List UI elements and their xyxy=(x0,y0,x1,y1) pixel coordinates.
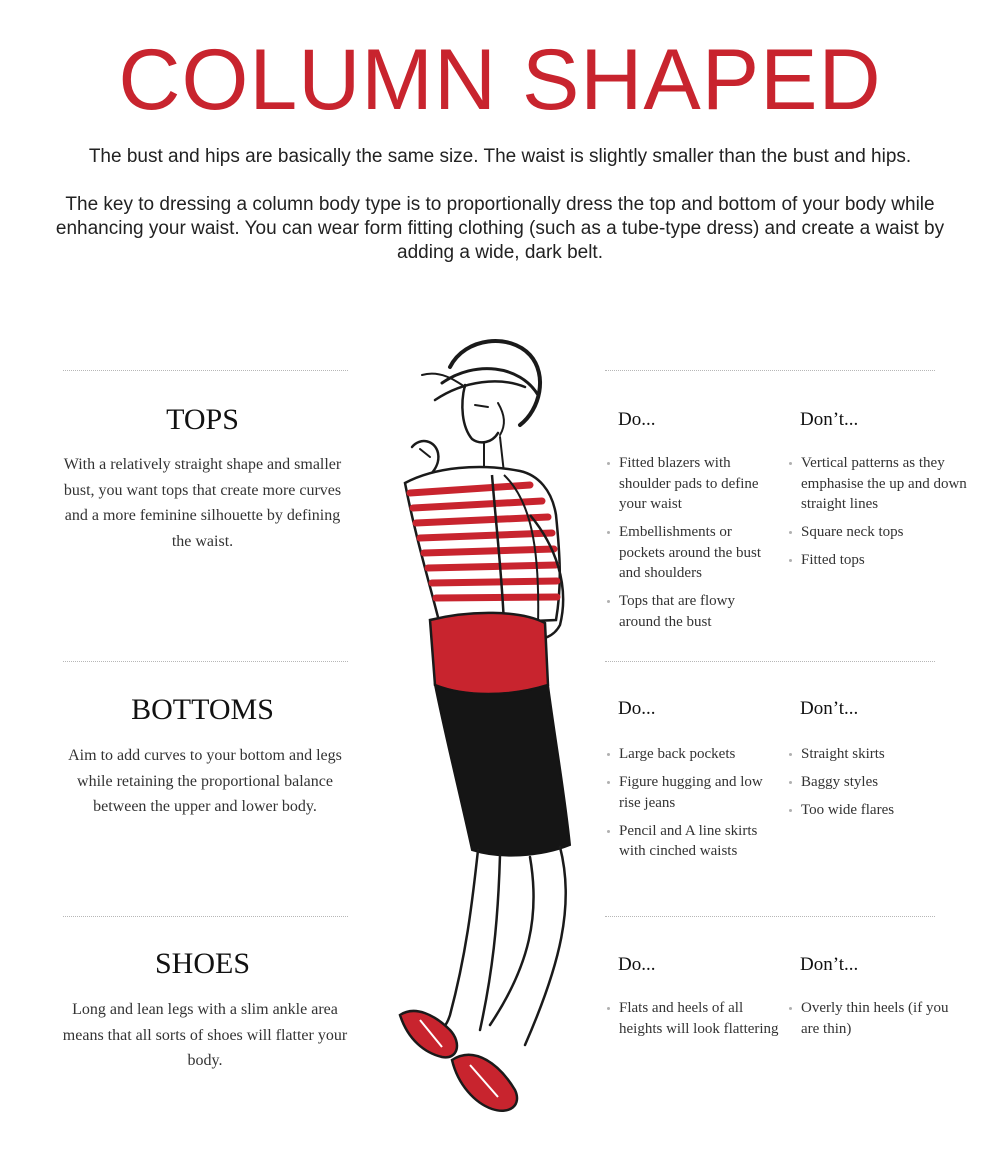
section-description-bottoms: Aim to add curves to your bottom and legs while retaining the proportional balance between the upper and lower body. xyxy=(68,747,342,815)
page-title: COLUMN SHAPED xyxy=(118,32,882,128)
intro-advice: The key to dressing a column body type is to proportionally dress the top and bottom of your body while enhancing your waist. You can wear form fitting clothing (such as a tube-type dress) and create a waist by adding a wide, dark belt. xyxy=(55,194,945,263)
dont-list-tops xyxy=(789,453,969,578)
list-item xyxy=(607,772,779,813)
list-item xyxy=(789,453,969,515)
list-item-text: Large back pockets xyxy=(619,746,736,762)
list-item-text: Fitted blazers with shoulder pads to define your waist xyxy=(619,455,759,512)
dont-list-shoes xyxy=(789,998,969,1047)
section-description-tops: With a relatively straight shape and smaller bust, you want tops that create more curves and a more feminine silhouette by defining the waist. xyxy=(63,456,342,550)
dont-heading-shoes: Don’t... xyxy=(800,954,859,975)
bullet-icon xyxy=(789,753,792,756)
bullet-icon xyxy=(789,809,792,812)
dont-heading-tops: Don’t... xyxy=(800,409,859,430)
section-heading-tops: TOPS xyxy=(166,403,239,436)
list-item-text: Fitted tops xyxy=(801,552,865,568)
do-list-shoes xyxy=(607,998,779,1047)
bullet-icon xyxy=(789,462,792,465)
intro-summary: The bust and hips are basically the same size. The waist is slightly smaller than the bust and hips. xyxy=(88,146,912,167)
do-list-bottoms xyxy=(607,744,779,869)
section-description-shoes: Long and lean legs with a slim ankle area means that all sorts of shoes will flatter your body. xyxy=(62,1001,348,1069)
list-item-text: Pencil and A line skirts with cinched waists xyxy=(619,822,758,859)
bullet-icon xyxy=(789,1007,792,1010)
do-heading-tops: Do... xyxy=(618,409,656,430)
list-item-text: Embellishments or pockets around the bust and shoulders xyxy=(619,524,762,581)
list-item xyxy=(607,453,779,515)
divider-tops-left xyxy=(63,370,348,371)
list-item-text: Flats and heels of all heights will look flattering xyxy=(619,1000,779,1037)
list-item xyxy=(789,744,969,765)
bullet-icon xyxy=(789,531,792,534)
list-item-text: Square neck tops xyxy=(801,524,904,540)
divider-tops-right xyxy=(605,370,935,371)
dont-heading-bottoms: Don’t... xyxy=(800,698,859,719)
list-item xyxy=(789,522,969,543)
list-item xyxy=(789,800,969,821)
divider-bottoms-right xyxy=(605,661,935,662)
list-item-text: Overly thin heels (if you are thin) xyxy=(801,1000,949,1037)
list-item xyxy=(607,591,779,632)
bullet-icon xyxy=(789,559,792,562)
section-heading-bottoms: BOTTOMS xyxy=(131,693,274,726)
bullet-icon xyxy=(789,781,792,784)
do-list-tops xyxy=(607,453,779,640)
divider-shoes-right xyxy=(605,916,935,917)
list-item-text: Vertical patterns as they emphasise the up and down straight lines xyxy=(801,455,967,512)
do-heading-shoes: Do... xyxy=(618,954,656,975)
list-item-text: Too wide flares xyxy=(801,802,895,818)
list-item-text: Straight skirts xyxy=(801,746,885,762)
list-item xyxy=(607,522,779,584)
divider-bottoms-left xyxy=(63,661,348,662)
dont-list-bottoms xyxy=(789,744,969,828)
list-item xyxy=(789,772,969,793)
list-item-text: Figure hugging and low rise jeans xyxy=(619,774,763,811)
list-item-text: Baggy styles xyxy=(801,774,879,790)
divider-shoes-left xyxy=(63,916,348,917)
woman-figure-illustration xyxy=(380,325,610,1130)
list-item xyxy=(607,744,779,765)
section-heading-shoes: SHOES xyxy=(154,947,251,980)
list-item-text: Tops that are flowy around the bust xyxy=(619,593,736,630)
list-item xyxy=(789,550,969,571)
do-heading-bottoms: Do... xyxy=(618,698,656,719)
list-item xyxy=(789,998,969,1039)
list-item xyxy=(607,998,779,1039)
list-item xyxy=(607,821,779,862)
